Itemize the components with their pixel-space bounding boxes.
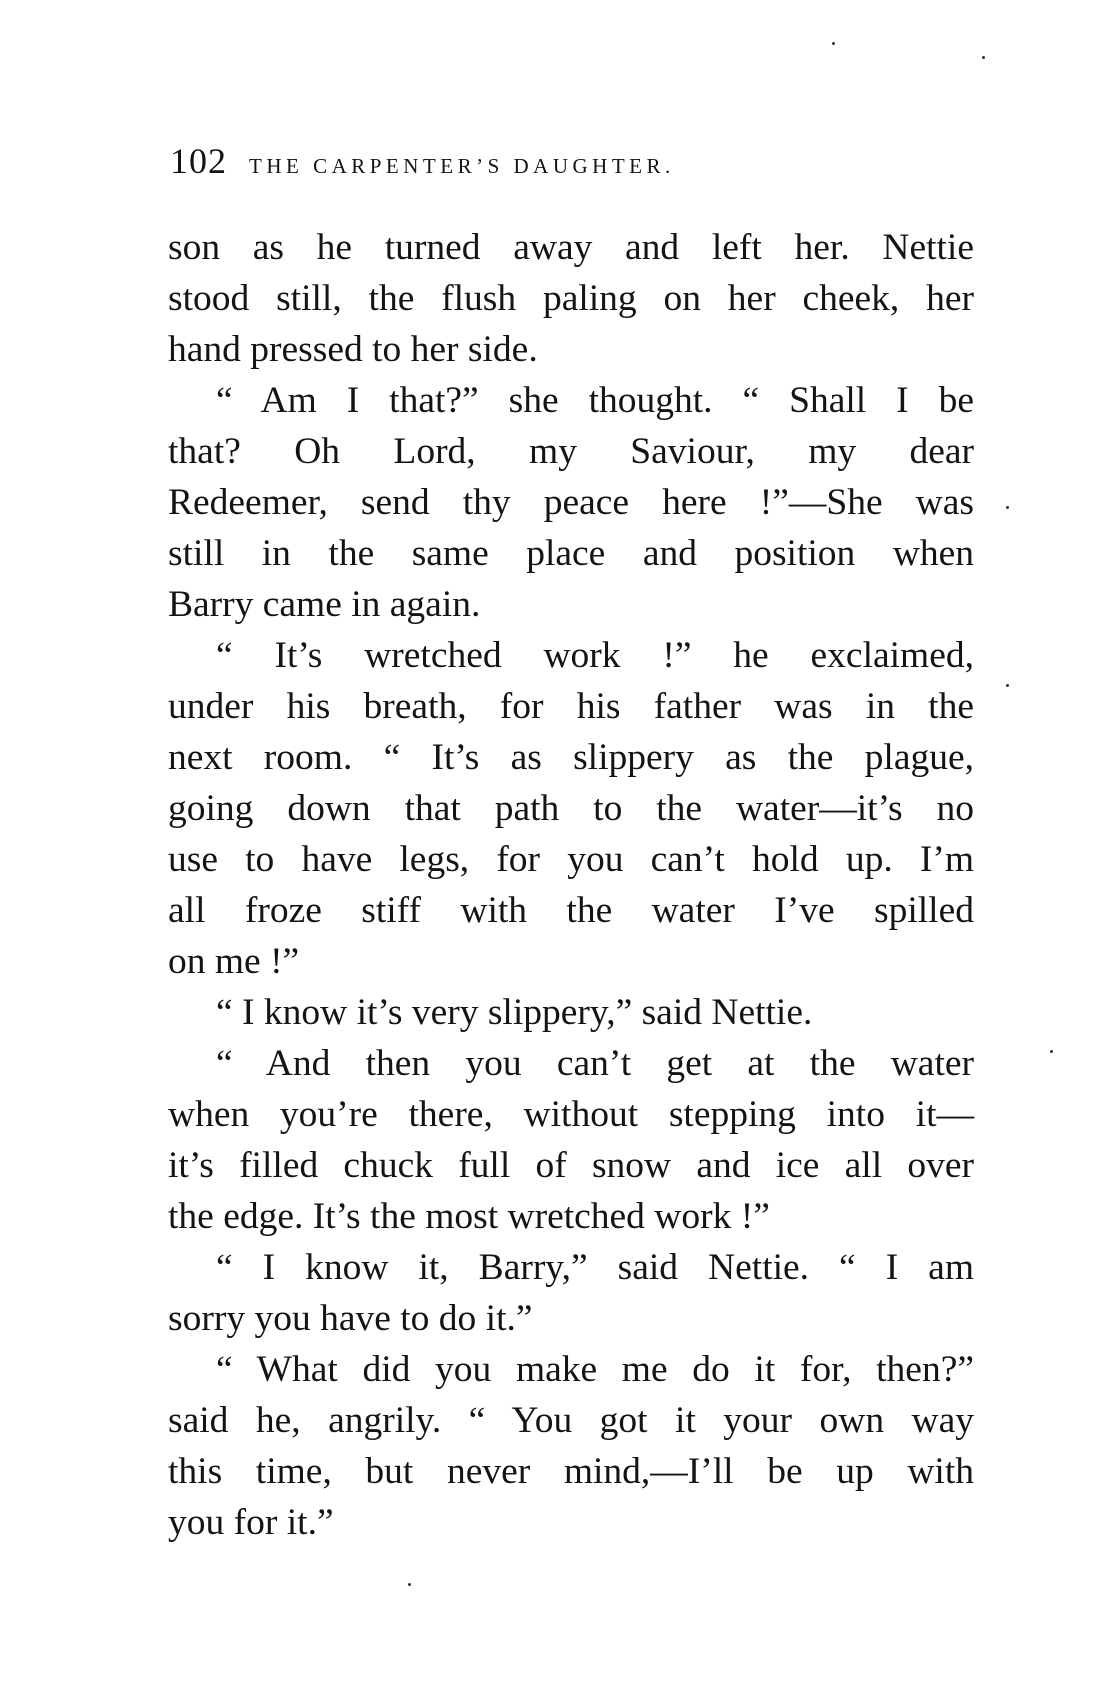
text-line: Barry came in again. — [168, 584, 481, 625]
text-line: said he, angrily. “ You got it your own way — [168, 1400, 974, 1441]
text-line: on me !” — [168, 941, 300, 982]
text-line: “ What did you make me do it for, then?” — [216, 1349, 974, 1390]
text-line: this time, but never mind,—I’ll be up with — [168, 1451, 974, 1492]
text-line: it’s filled chuck full of snow and ice all over — [168, 1145, 974, 1186]
body-text — [168, 222, 974, 1548]
scan-speck — [832, 42, 835, 45]
text-line: use to have legs, for you can’t hold up. I’m — [168, 839, 974, 880]
scan-speck — [982, 56, 985, 59]
text-line: stood still, the flush paling on her cheek, her — [168, 278, 974, 319]
text-line: going down that path to the water—it’s no — [168, 788, 974, 829]
text-line: “ And then you can’t get at the water — [216, 1043, 974, 1084]
text-line: under his breath, for his father was in the — [168, 686, 974, 727]
scan-speck — [1050, 1050, 1053, 1053]
scan-speck — [408, 1583, 411, 1586]
text-line: next room. “ It’s as slippery as the plague, — [168, 737, 974, 778]
scan-speck — [1006, 684, 1009, 687]
text-line: “ It’s wretched work !” he exclaimed, — [216, 635, 974, 676]
text-line: when you’re there, without stepping into it— — [168, 1094, 974, 1135]
text-line: hand pressed to her side. — [168, 329, 538, 370]
text-line: still in the same place and position when — [168, 533, 974, 574]
text-line: “ I know it, Barry,” said Nettie. “ I am — [216, 1247, 974, 1288]
text-line: Redeemer, send thy peace here !”—She was — [168, 482, 974, 523]
scan-speck — [1006, 506, 1009, 509]
page-number: 102 — [170, 141, 227, 181]
text-line: “ Am I that?” she thought. “ Shall I be — [216, 380, 974, 421]
text-line: sorry you have to do it.” — [168, 1298, 533, 1339]
text-line: son as he turned away and left her. Nettie — [168, 227, 974, 268]
text-line: “ I know it’s very slippery,” said Nettie. — [216, 992, 813, 1033]
text-line: you for it.” — [168, 1502, 334, 1543]
running-title: THE CARPENTER’S DAUGHTER. — [249, 154, 675, 178]
text-line: the edge. It’s the most wretched work !” — [168, 1196, 770, 1237]
text-line: all froze stiff with the water I’ve spilled — [168, 890, 974, 931]
text-line: that? Oh Lord, my Saviour, my dear — [168, 431, 974, 472]
running-header — [170, 140, 970, 184]
